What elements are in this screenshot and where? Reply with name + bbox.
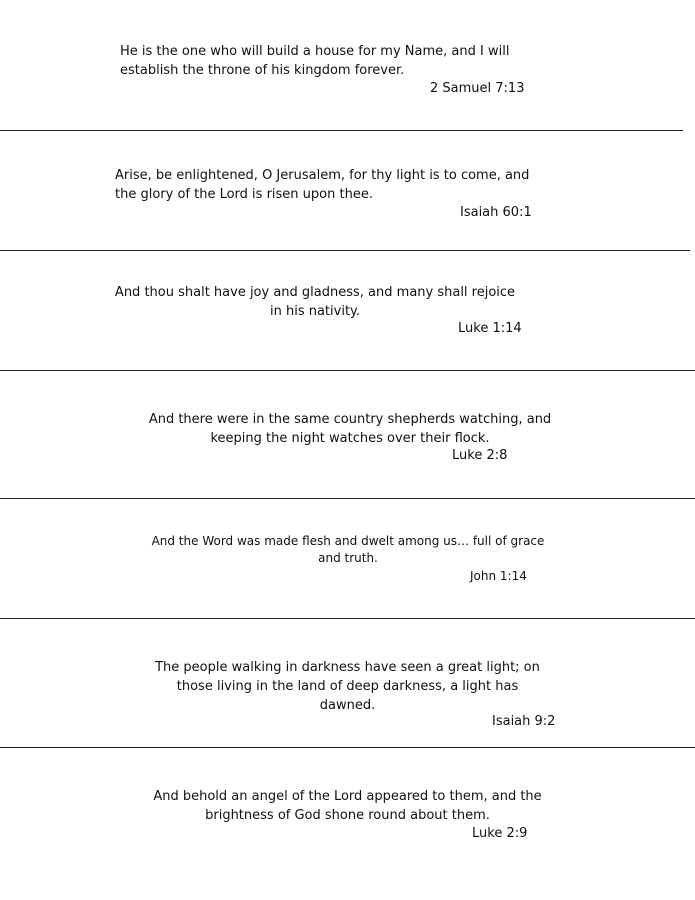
cut-line-divider: [0, 370, 695, 371]
verse-text: He is the one who will build a house for my Name, and I will establish the throne of his kingdom forever.: [120, 44, 510, 78]
verse-reference: Isaiah 9:2: [492, 714, 556, 729]
cut-line-divider: [0, 130, 683, 131]
verse-text: Arise, be enlightened, O Jerusalem, for thy light is to come, and the glory of the Lord is risen upon thee.: [115, 168, 530, 202]
verse-text: And the Word was made flesh and dwelt among us… full of grace and truth.: [151, 534, 545, 565]
verse-reference: Luke 1:14: [458, 321, 522, 336]
verse-reference: John 1:14: [470, 569, 527, 583]
verse-reference: Isaiah 60:1: [460, 205, 532, 220]
verse-reference: Luke 2:8: [452, 448, 508, 463]
verse-text: And thou shalt have joy and gladness, and many shall rejoice in his nativity.: [114, 285, 516, 319]
cut-line-divider: [0, 498, 695, 499]
verse-text: The people walking in darkness have seen a great light; on those living in the land of deep darkness, a light has dawned.: [155, 660, 540, 713]
cut-line-divider: [0, 618, 695, 619]
verse-reference: 2 Samuel 7:13: [430, 81, 525, 96]
verse-text: And there were in the same country shepherds watching, and keeping the night watches over their flock.: [148, 412, 552, 446]
cut-line-divider: [0, 250, 690, 251]
cut-line-divider: [0, 747, 695, 748]
verse-text: And behold an angel of the Lord appeared to them, and the brightness of God shone round about them.: [153, 789, 542, 823]
verse-reference: Luke 2:9: [472, 826, 528, 841]
